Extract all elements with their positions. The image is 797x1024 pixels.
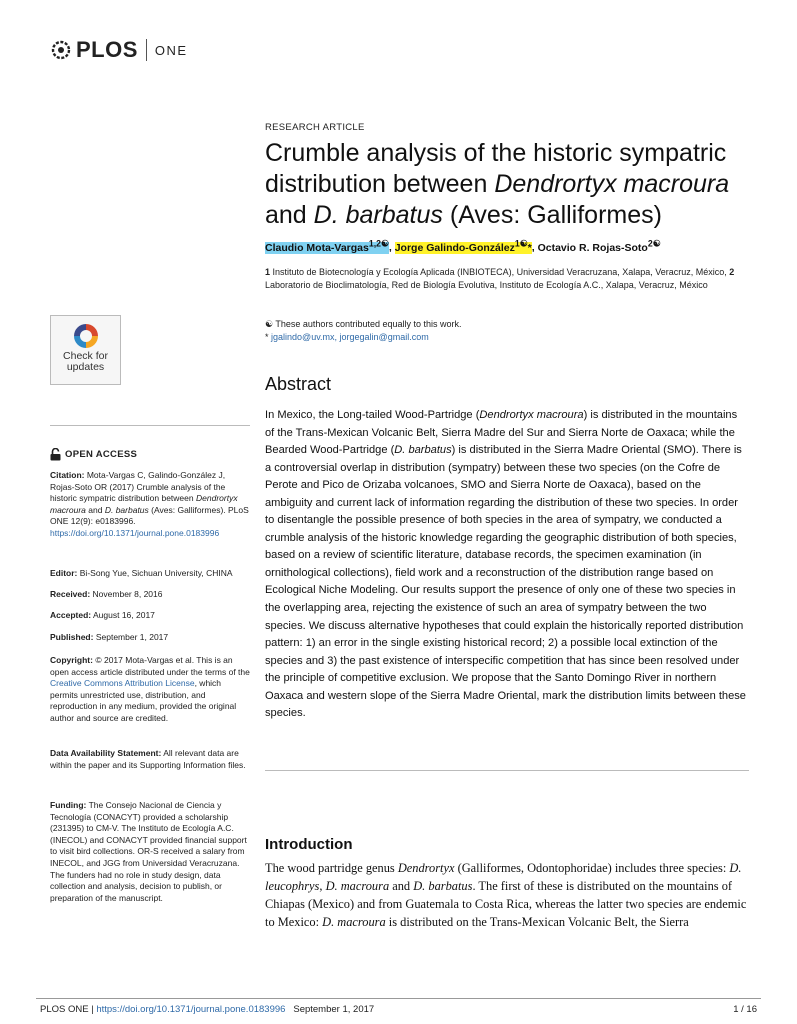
- intro-species: D. macroura: [325, 879, 390, 893]
- author-3[interactable]: Octavio R. Rojas-Soto$^{2☯}$: [537, 238, 661, 254]
- published-value: September 1, 2017: [95, 632, 169, 642]
- affil-2-number: 2: [729, 267, 735, 277]
- accepted-block: [50, 610, 250, 622]
- affil-1-number: 1: [265, 267, 271, 277]
- received-value: November 8, 2016: [92, 589, 163, 599]
- intro-genus: Dendrortyx: [397, 861, 455, 875]
- footer-divider: [36, 998, 761, 999]
- affiliations: [265, 266, 755, 292]
- article-title: [265, 138, 735, 231]
- plos-logo-icon: [50, 39, 72, 61]
- intro-seg: . The first of these is distributed on the mountains of Chiapas (Mexico) and from Guatemala to Costa Rica, whereas the latter two species are endemic to Mexico:: [265, 879, 747, 929]
- intro-seg: (Galliformes, Odontophoridae) includes three species:: [454, 861, 730, 875]
- title-italic-2: D. barbatus: [313, 201, 443, 229]
- logo-word: PLOS: [76, 37, 138, 62]
- data-availability-text: All relevant data are within the paper and its Supporting Information files.: [50, 748, 246, 770]
- badge-line-1: Check for: [63, 350, 108, 362]
- citation-text-1: Mota-Vargas C, Galindo-González J, Rojas-Soto OR (2017) Crumble analysis of the historic sympatric distribution between: [50, 470, 226, 504]
- check-for-updates-badge[interactable]: [50, 315, 121, 385]
- intro-seg: and: [389, 879, 414, 893]
- affil-2-text: Laboratorio de Bioclimatología, Red de Biología Evolutiva, Instituto de Ecología A.C., Xalapa, Veracruz, México: [265, 280, 708, 290]
- data-availability-block: [50, 748, 250, 771]
- citation-doi-link[interactable]: https://doi.org/10.1371/journal.pone.0183996: [50, 527, 220, 538]
- funding-label: Funding:: [50, 800, 87, 810]
- abstract-species-1: Dendrortyx macroura: [479, 409, 584, 421]
- copyright-block: [50, 655, 250, 725]
- published-block: [50, 632, 250, 644]
- author-1[interactable]: Claudio Mota-Vargas$^{1,2☯}$: [265, 238, 389, 254]
- article-type: RESEARCH ARTICLE: [265, 122, 365, 133]
- equal-contribution-note: ☯ These authors contributed equally to this work.: [265, 319, 462, 329]
- title-italic-1: Dendrortyx macroura: [494, 170, 730, 198]
- citation-text-2: (Aves: Galliformes). PLoS ONE 12(9): e0183996.: [50, 504, 249, 527]
- citation-label: Citation:: [50, 470, 85, 480]
- published-label: Published:: [50, 632, 94, 642]
- author-list: Claudio Mota-Vargas$^{1,2☯}$, Jorge Galindo-González$^{1☯}$*, Octavio R. Rojas-Soto$^{2☯}$: [265, 238, 661, 254]
- abstract-species-2: D. barbatus: [394, 444, 452, 457]
- accepted-label: Accepted:: [50, 610, 92, 620]
- title-part-2: and: [265, 201, 307, 229]
- corresponding-note: [265, 331, 755, 344]
- intro-species: D. leucophrys: [265, 861, 742, 893]
- funding-block: [50, 800, 250, 904]
- data-availability-label: Data Availability Statement:: [50, 748, 162, 758]
- copyright-label: Copyright:: [50, 655, 93, 665]
- abstract-seg: In Mexico, the Long-tailed Wood-Partridge (: [265, 409, 480, 421]
- check-updates-icon: [71, 321, 101, 351]
- author-notes: [265, 318, 755, 343]
- abstract-divider: [265, 770, 749, 771]
- introduction-text: [265, 859, 757, 931]
- intro-seg: ,: [319, 879, 326, 893]
- footer-date: September 1, 2017: [293, 1004, 375, 1015]
- abstract-seg: ) is distributed in the mountains of the Trans-Mexican Volcanic Belt, Sierra Madre del Sur and Sierra Norte de Oaxaca; while the Bearded Wood-Partridge (: [265, 409, 738, 457]
- title-part-1: Crumble analysis of the historic sympatric distribution between: [265, 139, 727, 198]
- citation-italic-1: Dendrortyx macroura: [50, 493, 238, 515]
- title-part-3: (Aves: Galliformes): [449, 201, 662, 229]
- corresponding-marker: *: [265, 331, 269, 342]
- intro-seg: The wood partridge genus: [265, 861, 398, 875]
- open-lock-icon: [50, 448, 61, 461]
- funding-text: The Consejo Nacional de Ciencia y Tecnología (CONACYT) provided a scholarship (231395) to CM-V. The Instituto de Ecología A.C. (INECOL) and CONACYT provided financial support to visit bird collections. OR-S received a salary from INECOL, and JGG from Universidad Veracruzana. The funders had no role in study design, data collection and analysis, decision to publish, or preparation of the manuscript.: [50, 800, 247, 903]
- editor-label: Editor:: [50, 568, 78, 578]
- received-block: [50, 589, 250, 601]
- logo-divider: [146, 39, 147, 61]
- affil-1-text: Instituto de Biotecnología y Ecología Aplicada (INBIOTECA), Universidad Veracruzana, Xalapa, Veracruz, México,: [272, 267, 727, 277]
- citation-italic-2: D. barbatus: [104, 504, 149, 515]
- intro-species: D. barbatus: [413, 879, 473, 893]
- citation-block: [50, 470, 250, 540]
- footer-journal: PLOS ONE |: [40, 1004, 94, 1015]
- footer-doi-link[interactable]: https://doi.org/10.1371/journal.pone.0183996: [96, 1004, 286, 1015]
- page-number: 1 / 16: [733, 1004, 757, 1015]
- sidebar-divider: [50, 425, 250, 426]
- intro-species: D. macroura: [322, 915, 386, 929]
- copyright-text-1: © 2017 Mota-Vargas et al. This is an open access article distributed under the terms of the: [50, 655, 250, 677]
- abstract-text: [265, 407, 749, 723]
- badge-line-2: updates: [66, 361, 105, 373]
- cc-license-link[interactable]: Creative Commons Attribution License: [50, 678, 195, 689]
- abstract-seg: ) is distributed in the Sierra Madre Oriental (SMO). There is a controversial overlap in distribution (sympatry) between these two species (on the Cofre de Perote and Pico de Orizaba volcanoes, SMO and Sierra Norte de Oaxaca), based on the ambiguity and current lack of information regarding the distribution of these two species. In order to disentangle the possible presence of both species in the area of sympatry, we conducted a crumble analysis of the historic knowledge regarding the geographic distribution of both species, based on a review of scientific literature, database records, the specimen examination (in ornithological collections), field work and a reconstruction of the distribution range based on Ecological Niche Modeling. Our results support the presence of only one of these two species in the overlapping area, rejecting the existence of such an area of sympatry between the two species. We discuss alternative hypotheses that could explain the historically reported distribution pattern: 1) an error in the single existing historical record; 2) a possible local extinction of the species and 3) the past existence of interspecific competition that has since been resolved under the principle of competitive exclusion. We propose that the Santo Domingo River in northern Oaxaca and western slope of the Sierra Madre Oriental, mark the distribution limits between these species.: [265, 444, 746, 720]
- copyright-text-2: , which permits unrestricted use, distribution, and reproduction in any medium, provided the original author and source are credited.: [50, 678, 237, 723]
- citation-and: and: [88, 504, 103, 515]
- corresponding-star: *: [527, 241, 532, 254]
- abstract-heading: Abstract: [265, 374, 332, 394]
- contact-email-links[interactable]: jgalindo@uv.mx, jorgegalin@gmail.com: [271, 331, 429, 342]
- author-3-affil: 2☯: [647, 238, 661, 248]
- editor-value: Bi-Song Yue, Sichuan University, CHINA: [79, 568, 233, 578]
- intro-seg: is distributed on the Trans-Mexican Volcanic Belt, the Sierra: [385, 915, 689, 929]
- introduction-heading: Introduction: [265, 836, 353, 853]
- plos-one-logo[interactable]: [50, 36, 210, 64]
- page-footer: [40, 1004, 374, 1015]
- author-2[interactable]: Jorge Galindo-González$^{1☯}$*: [394, 238, 532, 254]
- open-access-text: OPEN ACCESS: [65, 449, 138, 460]
- editor-block: [50, 568, 250, 580]
- author-2-affil: 1☯: [514, 238, 528, 248]
- open-access-label: [50, 448, 250, 461]
- received-label: Received:: [50, 589, 91, 599]
- logo-journal: ONE: [154, 42, 188, 58]
- accepted-value: August 16, 2017: [93, 610, 155, 620]
- author-1-affil: 1,2☯: [368, 238, 389, 248]
